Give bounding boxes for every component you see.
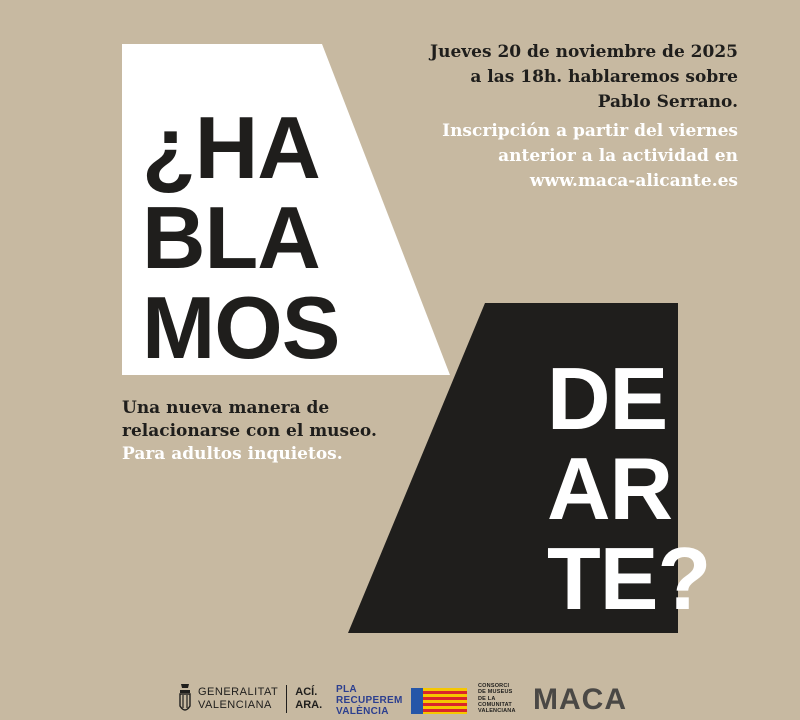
logo-divider (286, 685, 287, 713)
event-topic: Pablo Serrano. (597, 92, 738, 112)
logo-text-line: VALÈNCIA (336, 706, 389, 717)
logo-text-line: ACÍ. (295, 686, 318, 698)
tagline-line: Una nueva manera de (122, 398, 330, 418)
headline-line: TE? (547, 529, 711, 628)
logo-text-line: ARA. (295, 699, 323, 711)
logo-text-line: RECUPEREM (336, 695, 403, 706)
event-date: Jueves 20 de noviembre de 2025 (430, 42, 738, 62)
consorci-text (478, 683, 516, 714)
event-time: a las 18h. hablaremos sobre (470, 67, 738, 87)
website-link[interactable]: www.maca-alicante.es (529, 171, 738, 191)
headline-line: ¿HA (142, 98, 320, 197)
logo-text-line: VALENCIANA (478, 708, 516, 715)
generalitat-crest-icon (178, 682, 192, 716)
logo-text-line: DE MUSEUS (478, 689, 513, 696)
consorci-museus-logo (478, 683, 516, 714)
generalitat-text (198, 686, 278, 712)
headline-line: MOS (142, 278, 340, 377)
maca-text: MACA (533, 683, 627, 716)
headline-de-arte (547, 349, 711, 628)
pla-recuperem-logo (336, 684, 467, 717)
logo-text-line: DE LA (478, 695, 496, 702)
tagline-line: relacionarse con el museo. (122, 421, 377, 441)
logo-text-line: GENERALITAT (198, 686, 279, 698)
tagline (122, 397, 422, 466)
logo-text-line: PLA (336, 684, 357, 695)
generalitat-logo (178, 682, 322, 716)
registration-info: anterior a la actividad en (498, 146, 738, 166)
aci-ara-logo (295, 686, 322, 712)
logo-text-line: VALENCIANA (198, 699, 272, 711)
tagline-audience: Para adultos inquietos. (122, 444, 343, 464)
headline-line: AR (547, 439, 673, 538)
headline-line: BLA (142, 188, 320, 287)
registration-info: Inscripción a partir del viernes (442, 121, 738, 141)
event-info (358, 40, 738, 194)
logo-text-line: COMUNITAT (478, 701, 512, 708)
valencian-flag-icon (411, 686, 467, 716)
logo-bar (0, 680, 800, 720)
maca-logo (533, 684, 627, 716)
logo-text-line: CONSORCI (478, 683, 510, 689)
headline-hablamos (142, 98, 340, 377)
pla-text (336, 684, 403, 717)
headline-line: DE (547, 349, 668, 448)
